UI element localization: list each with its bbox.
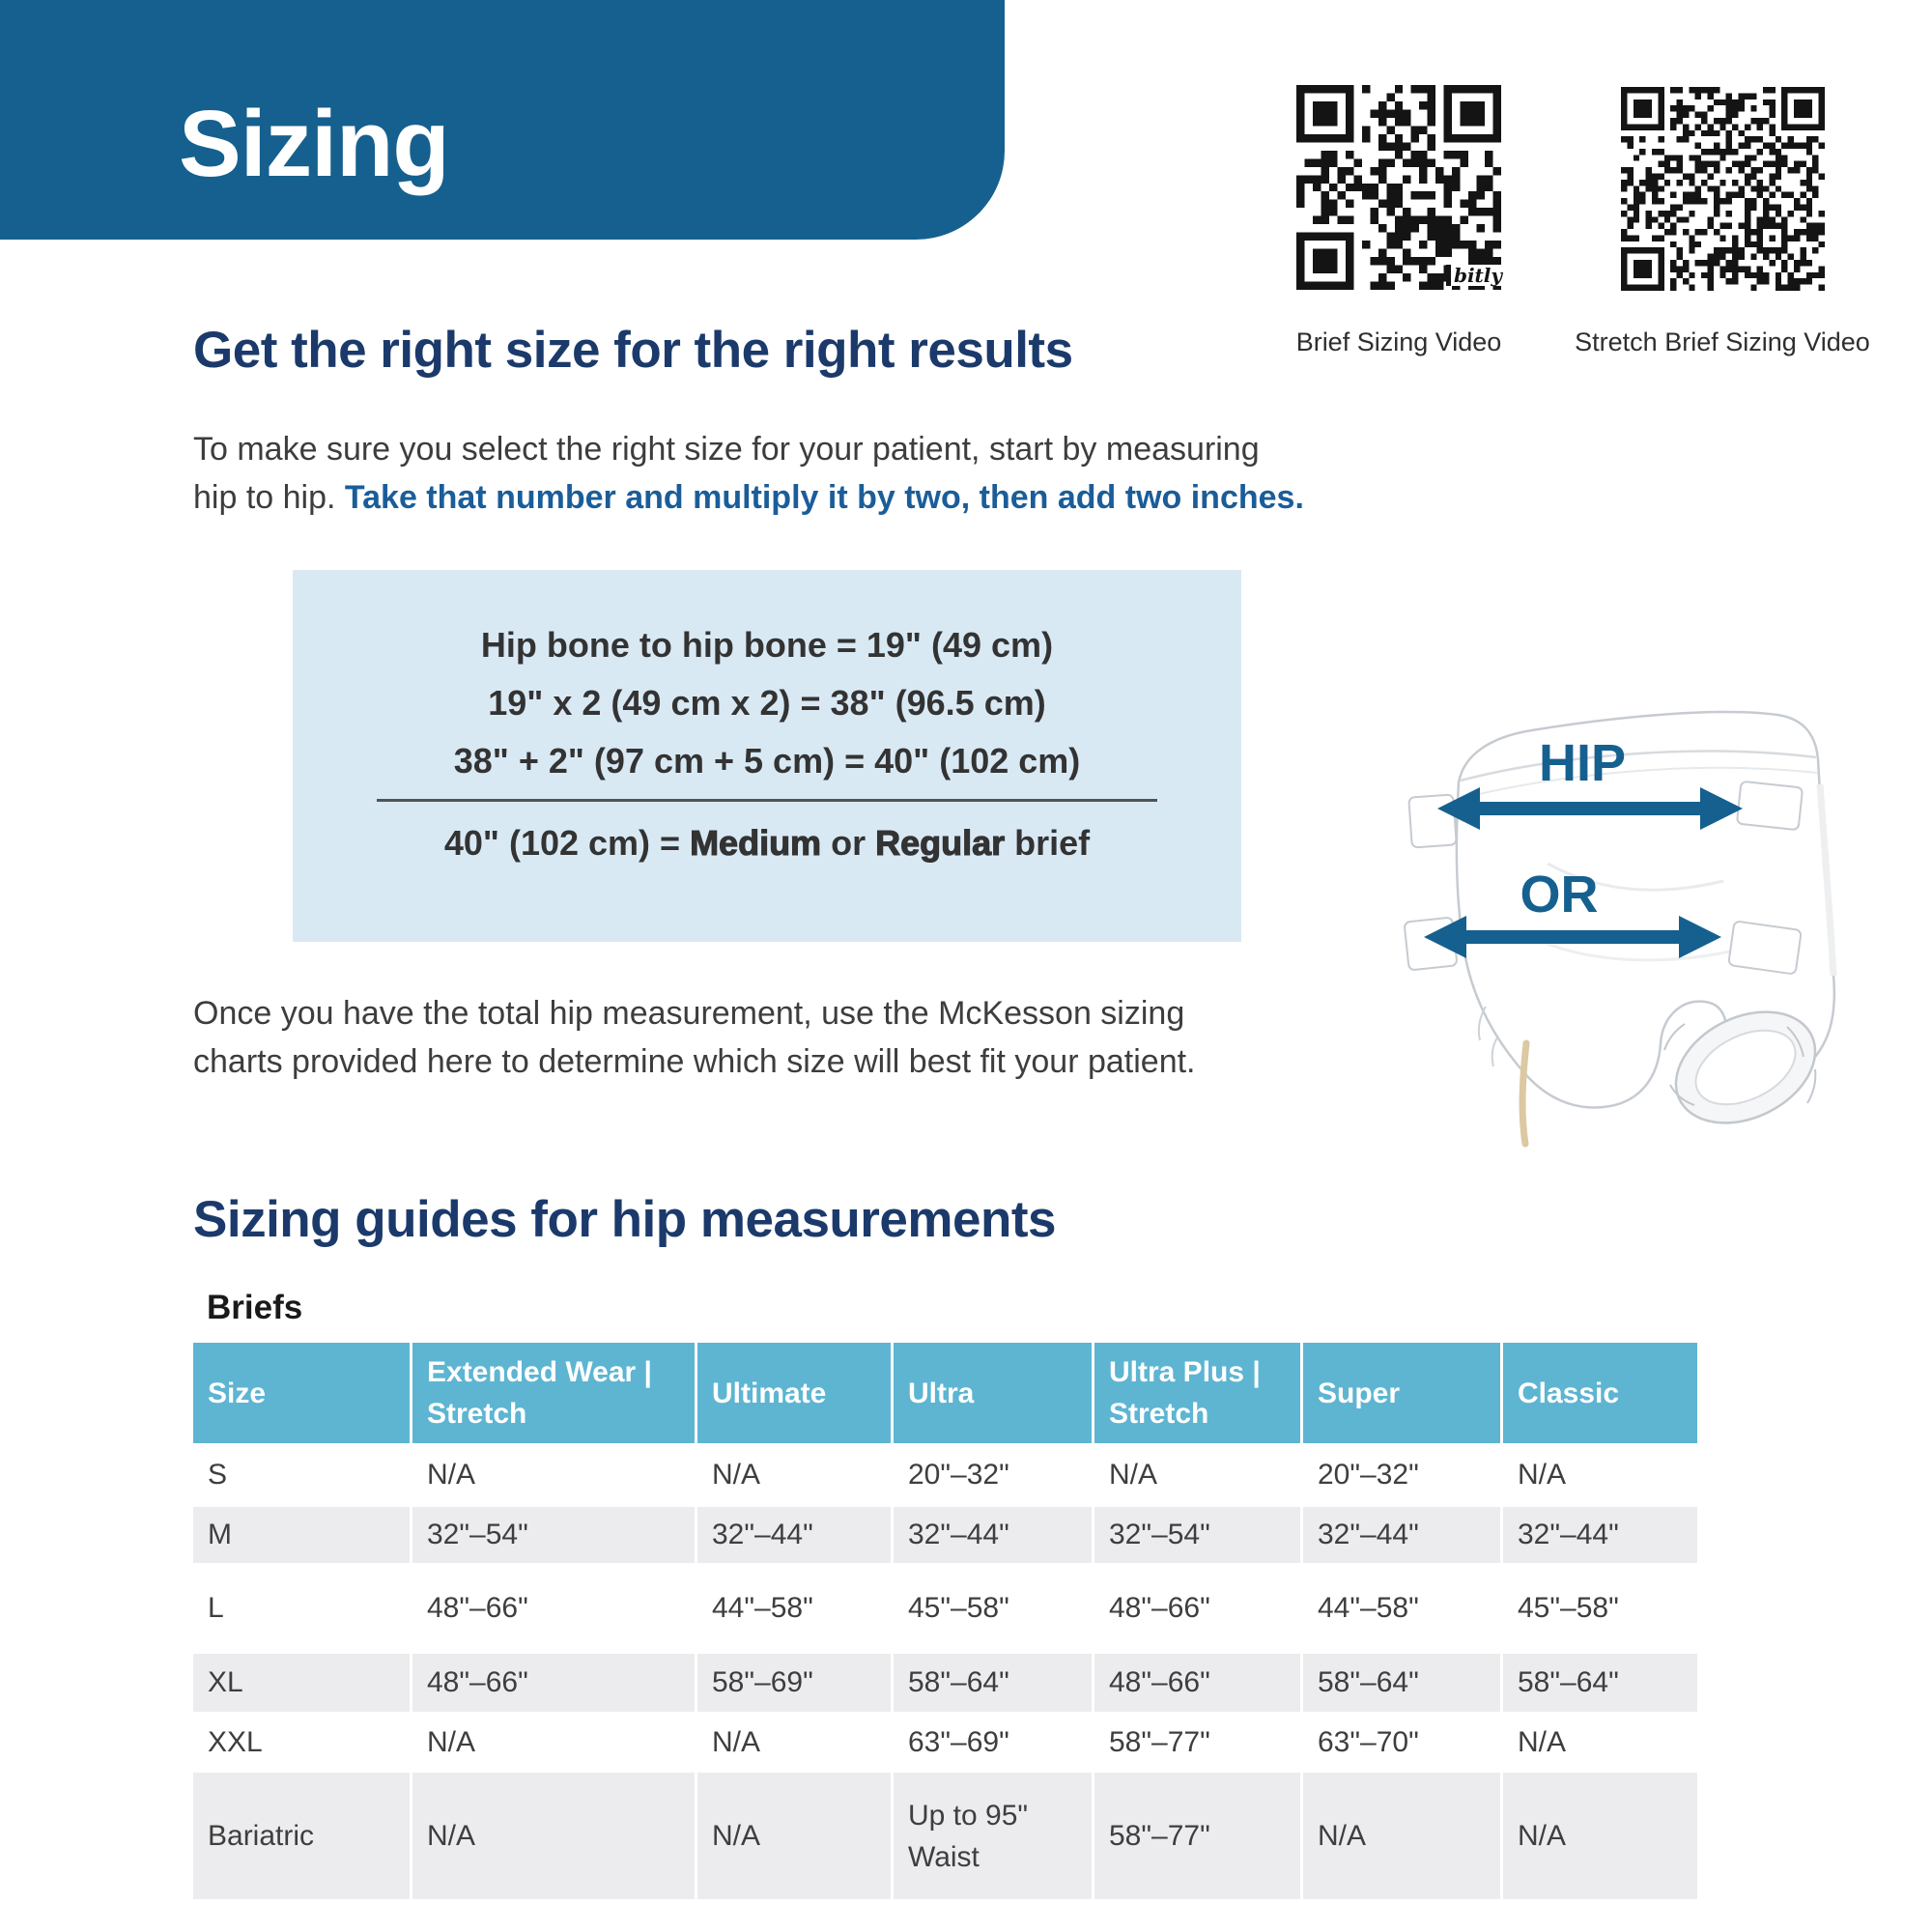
row-s-cell: N/A [712, 1459, 761, 1491]
row-xl-size: XL [193, 1654, 412, 1712]
calc-result-prefix: 40" (102 cm) = [443, 823, 691, 863]
row-xl-cell: 58"–69" [697, 1654, 894, 1712]
middle-line-1: Once you have the total hip measurement, use the McKesson sizing [193, 995, 1185, 1032]
qr-code-brief-sizing-video [1296, 85, 1501, 290]
wetness-indicator-line [1522, 1043, 1526, 1144]
intro-paragraph [193, 425, 1410, 522]
row-xxl-size: XXL [208, 1725, 263, 1758]
briefs-sizing-table [193, 1343, 1697, 1899]
header-banner [0, 0, 1005, 240]
row-m-cell: 32"–44" [1303, 1507, 1503, 1563]
row-m-size: M [193, 1507, 412, 1563]
middle-line-2: charts provided here to determine which size will best fit your patient. [193, 1043, 1196, 1080]
row-m-cell: 32"–54" [1094, 1507, 1303, 1563]
row-l-cell: 44"–58" [1318, 1592, 1419, 1624]
row-xl-cell: 58"–64" [1303, 1654, 1503, 1712]
calc-line-3: 38" + 2" (97 cm + 5 cm) = 40" (102 cm) [453, 741, 1081, 781]
column-header-ultimate: Ultimate [697, 1343, 894, 1443]
qr-code-image [1621, 87, 1825, 291]
column-header-ultra: Ultra [894, 1343, 1094, 1443]
qr-code-stretch-brief-sizing-video [1621, 87, 1825, 291]
column-header-super: Super [1303, 1343, 1503, 1443]
qr-code-image [1296, 85, 1501, 290]
row-bariatric-cell: N/A [697, 1773, 894, 1899]
row-l-cell: 45"–58" [908, 1592, 1009, 1624]
calc-result-medium: Medium [690, 823, 822, 863]
row-xl-cell: 48"–66" [1094, 1654, 1303, 1712]
qr-caption-brief-sizing: Brief Sizing Video [1295, 327, 1502, 356]
row-s-cell: N/A [1518, 1459, 1567, 1491]
intro-line-2-bold: Take that number and multiply it by two, then add two inches. [344, 479, 1304, 516]
row-xl-cell: 58"–64" [894, 1654, 1094, 1712]
row-s-cell: 20"–32" [1318, 1459, 1419, 1491]
page-title: Sizing [179, 91, 449, 196]
row-xxl-cell: N/A [1518, 1725, 1567, 1758]
middle-paragraph [193, 989, 1488, 1086]
calc-line-2: 19" x 2 (49 cm x 2) = 38" (96.5 cm) [488, 683, 1046, 723]
or-label: OR [1520, 866, 1599, 923]
row-m-cell: 32"–44" [894, 1507, 1094, 1563]
calculation-example-box [293, 570, 1241, 942]
section-heading-sizing-guides: Sizing guides for hip measurements [193, 1191, 1057, 1248]
row-xl-cell: 58"–64" [1503, 1654, 1697, 1712]
row-xxl-cell: N/A [712, 1725, 761, 1758]
row-bariatric-cell: Up to 95" Waist [894, 1773, 1094, 1899]
row-l-cell: 48"–66" [427, 1592, 528, 1624]
row-m-cell: 32"–44" [1503, 1507, 1697, 1563]
row-m-cell: 32"–54" [412, 1507, 697, 1563]
calc-result-suffix: brief [1005, 823, 1091, 863]
row-l-cell: 45"–58" [1518, 1592, 1619, 1624]
row-xxl-cell: 58"–77" [1109, 1725, 1210, 1758]
row-l-cell: 44"–58" [712, 1592, 813, 1624]
intro-line-2-regular: hip to hip. [193, 479, 345, 516]
hip-label: HIP [1538, 734, 1627, 792]
calc-line-1: Hip bone to hip bone = 19" (49 cm) [480, 625, 1054, 665]
qr-caption-stretch-brief-sizing: Stretch Brief Sizing Video [1575, 327, 1870, 356]
row-l-cell: 48"–66" [1109, 1592, 1210, 1624]
row-xxl-cell: N/A [427, 1725, 476, 1758]
row-s-cell: N/A [427, 1459, 476, 1491]
row-xxl-cell: 63"–69" [908, 1725, 1009, 1758]
row-s-size: S [208, 1459, 228, 1491]
calc-result-line [293, 823, 1241, 864]
intro-line-1: To make sure you select the right size for your patient, start by measuring [193, 431, 1260, 468]
row-xl-cell: 48"–66" [412, 1654, 697, 1712]
row-bariatric-cell: N/A [1303, 1773, 1503, 1899]
bitly-logo: bitly [1446, 265, 1505, 286]
column-header-size: Size [193, 1343, 412, 1443]
row-bariatric-cell: 58"–77" [1094, 1773, 1303, 1899]
column-header-extended-wear: Extended Wear | Stretch [412, 1343, 697, 1443]
row-bariatric-size: Bariatric [193, 1773, 412, 1899]
row-s-cell: N/A [1109, 1459, 1158, 1491]
section-heading-right-size: Get the right size for the right results [193, 322, 1073, 379]
calc-result-regular: Regular [875, 823, 1006, 863]
row-l-size: L [208, 1592, 224, 1624]
row-bariatric-cell: N/A [1503, 1773, 1697, 1899]
row-xxl-cell: 63"–70" [1318, 1725, 1419, 1758]
row-m-cell: 32"–44" [697, 1507, 894, 1563]
calc-divider [377, 799, 1157, 802]
calc-result-or: or [821, 823, 876, 863]
row-s-cell: 20"–32" [908, 1459, 1009, 1491]
table-label-briefs: Briefs [207, 1289, 303, 1326]
column-header-ultra-plus: Ultra Plus | Stretch [1094, 1343, 1303, 1443]
row-bariatric-cell: N/A [412, 1773, 697, 1899]
column-header-classic: Classic [1503, 1343, 1697, 1443]
